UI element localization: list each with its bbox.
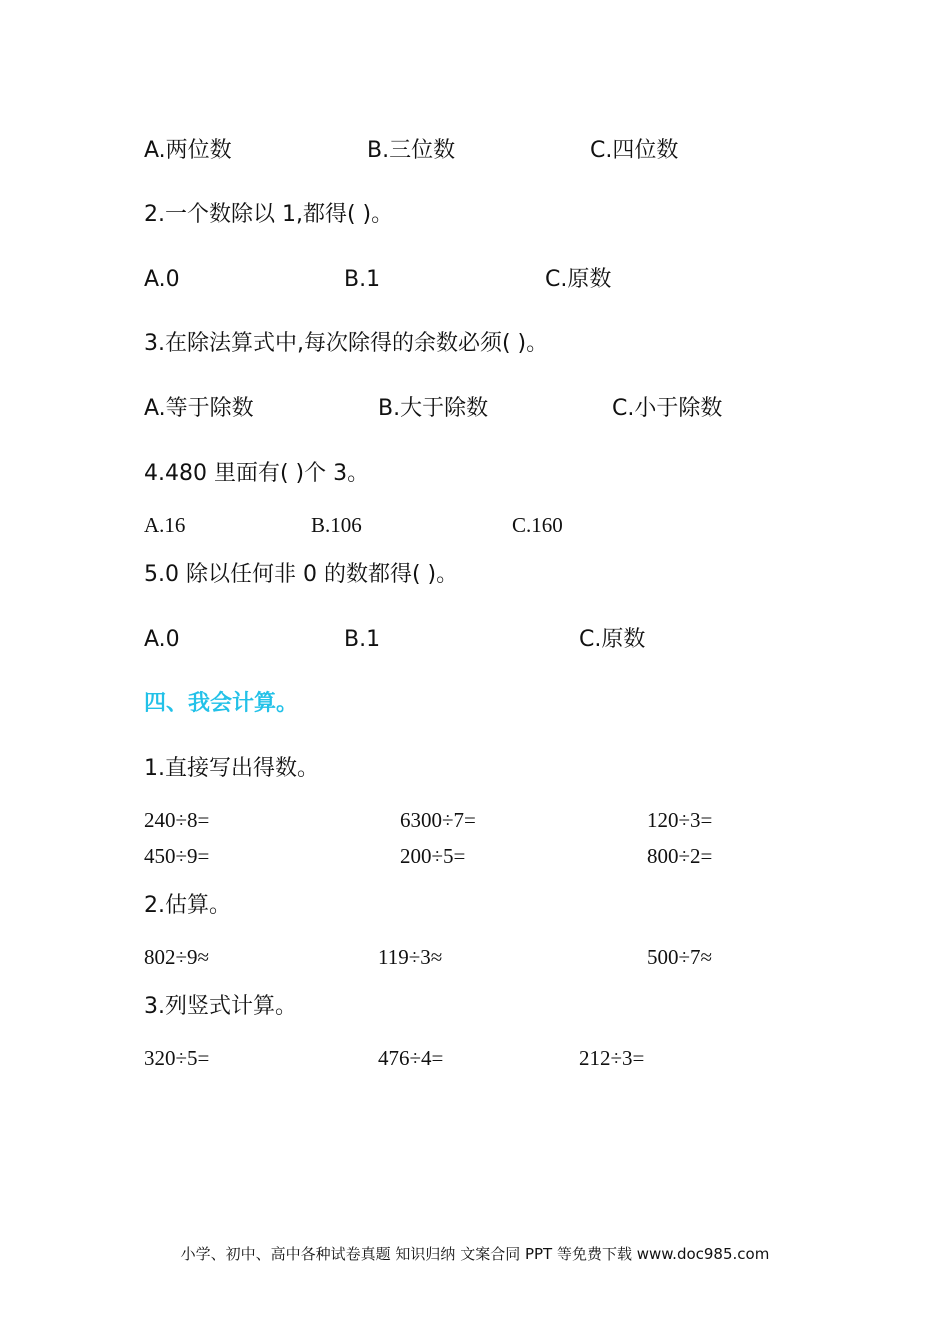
calc-item: 240÷8= — [144, 808, 210, 832]
q2-stem: 2.一个数除以 1,都得( )。 — [144, 202, 394, 227]
q1-option-a: A.两位数 — [144, 138, 232, 163]
calc-item: 200÷5= — [400, 844, 466, 868]
calc-item: 450÷9= — [144, 844, 210, 868]
part3-title: 3.列竖式计算。 — [144, 994, 297, 1019]
q2-option-a: A.0 — [144, 267, 180, 292]
q3-option-b: B.大于除数 — [378, 396, 489, 421]
page-footer: 小学、初中、高中各种试卷真题 知识归纳 文案合同 PPT 等免费下载 www.doc985.com — [180, 1245, 770, 1263]
q4-option-b: B.106 — [311, 513, 362, 537]
vertical-calc-item: 320÷5= — [144, 1046, 210, 1070]
q5-option-b: B.1 — [344, 627, 381, 652]
part1-title: 1.直接写出得数。 — [144, 756, 319, 781]
q5-stem: 5.0 除以任何非 0 的数都得( )。 — [144, 562, 459, 587]
q3-option-c: C.小于除数 — [612, 396, 723, 421]
estimate-item: 802÷9≈ — [144, 945, 210, 969]
q3-option-a: A.等于除数 — [144, 396, 254, 421]
calc-item: 120÷3= — [647, 808, 713, 832]
q5-option-a: A.0 — [144, 627, 180, 652]
section-heading: 四、我会计算。 — [144, 691, 299, 716]
vertical-calc-item: 212÷3= — [579, 1046, 645, 1070]
q4-option-c: C.160 — [512, 513, 563, 537]
estimate-item: 119÷3≈ — [378, 945, 443, 969]
estimate-item: 500÷7≈ — [647, 945, 713, 969]
q2-option-b: B.1 — [344, 267, 381, 292]
q1-option-b: B.三位数 — [367, 138, 456, 163]
q5-option-c: C.原数 — [579, 627, 646, 652]
calc-item: 800÷2= — [647, 844, 713, 868]
q4-stem: 4.480 里面有( )个 3。 — [144, 461, 370, 486]
part2-title: 2.估算。 — [144, 893, 231, 918]
calc-item: 6300÷7= — [400, 808, 476, 832]
q3-stem: 3.在除法算式中,每次除得的余数必须( )。 — [144, 331, 549, 356]
q4-option-a: A.16 — [144, 513, 186, 537]
vertical-calc-item: 476÷4= — [378, 1046, 444, 1070]
q1-option-c: C.四位数 — [590, 138, 679, 163]
q2-option-c: C.原数 — [545, 267, 612, 292]
